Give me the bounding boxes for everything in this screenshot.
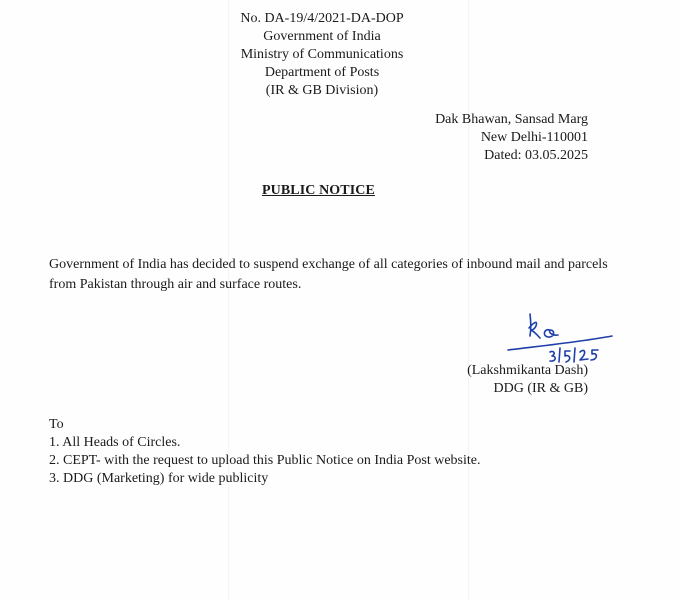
letterhead-line: Government of India bbox=[263, 29, 381, 44]
distribution-item: 3. DDG (Marketing) for wide publicity bbox=[49, 471, 269, 486]
distribution-item: 2. CEPT- with the request to upload this Public Notice on India Post website. bbox=[49, 453, 481, 468]
notice-body: Government of India has decided to suspend exchange of all categories of inbound mail and parcels from Pakistan through air and surface routes. bbox=[49, 257, 608, 292]
signatory-name: (Lakshmikanta Dash) bbox=[467, 363, 588, 378]
reference-number: No. DA-19/4/2021-DA-DOP bbox=[240, 11, 404, 26]
handwritten-signature-icon bbox=[500, 306, 620, 366]
address-line: New Delhi-110001 bbox=[480, 130, 588, 145]
to-label: To bbox=[49, 417, 64, 432]
notice-title: PUBLIC NOTICE bbox=[262, 183, 375, 198]
date-line: Dated: 03.05.2025 bbox=[484, 148, 588, 163]
distribution-item: 1. All Heads of Circles. bbox=[49, 435, 181, 450]
distribution-list bbox=[49, 416, 481, 488]
letterhead-line: Ministry of Communications bbox=[240, 47, 404, 62]
signatory-designation: DDG (IR & GB) bbox=[493, 381, 588, 396]
paper-fold-line bbox=[468, 0, 469, 600]
letterhead-line: (IR & GB Division) bbox=[265, 83, 379, 98]
address-block bbox=[435, 111, 588, 165]
letterhead-line: Department of Posts bbox=[264, 65, 380, 80]
address-line: Dak Bhawan, Sansad Marg bbox=[435, 112, 588, 127]
signatory-block bbox=[467, 362, 588, 398]
letterhead bbox=[218, 10, 426, 100]
